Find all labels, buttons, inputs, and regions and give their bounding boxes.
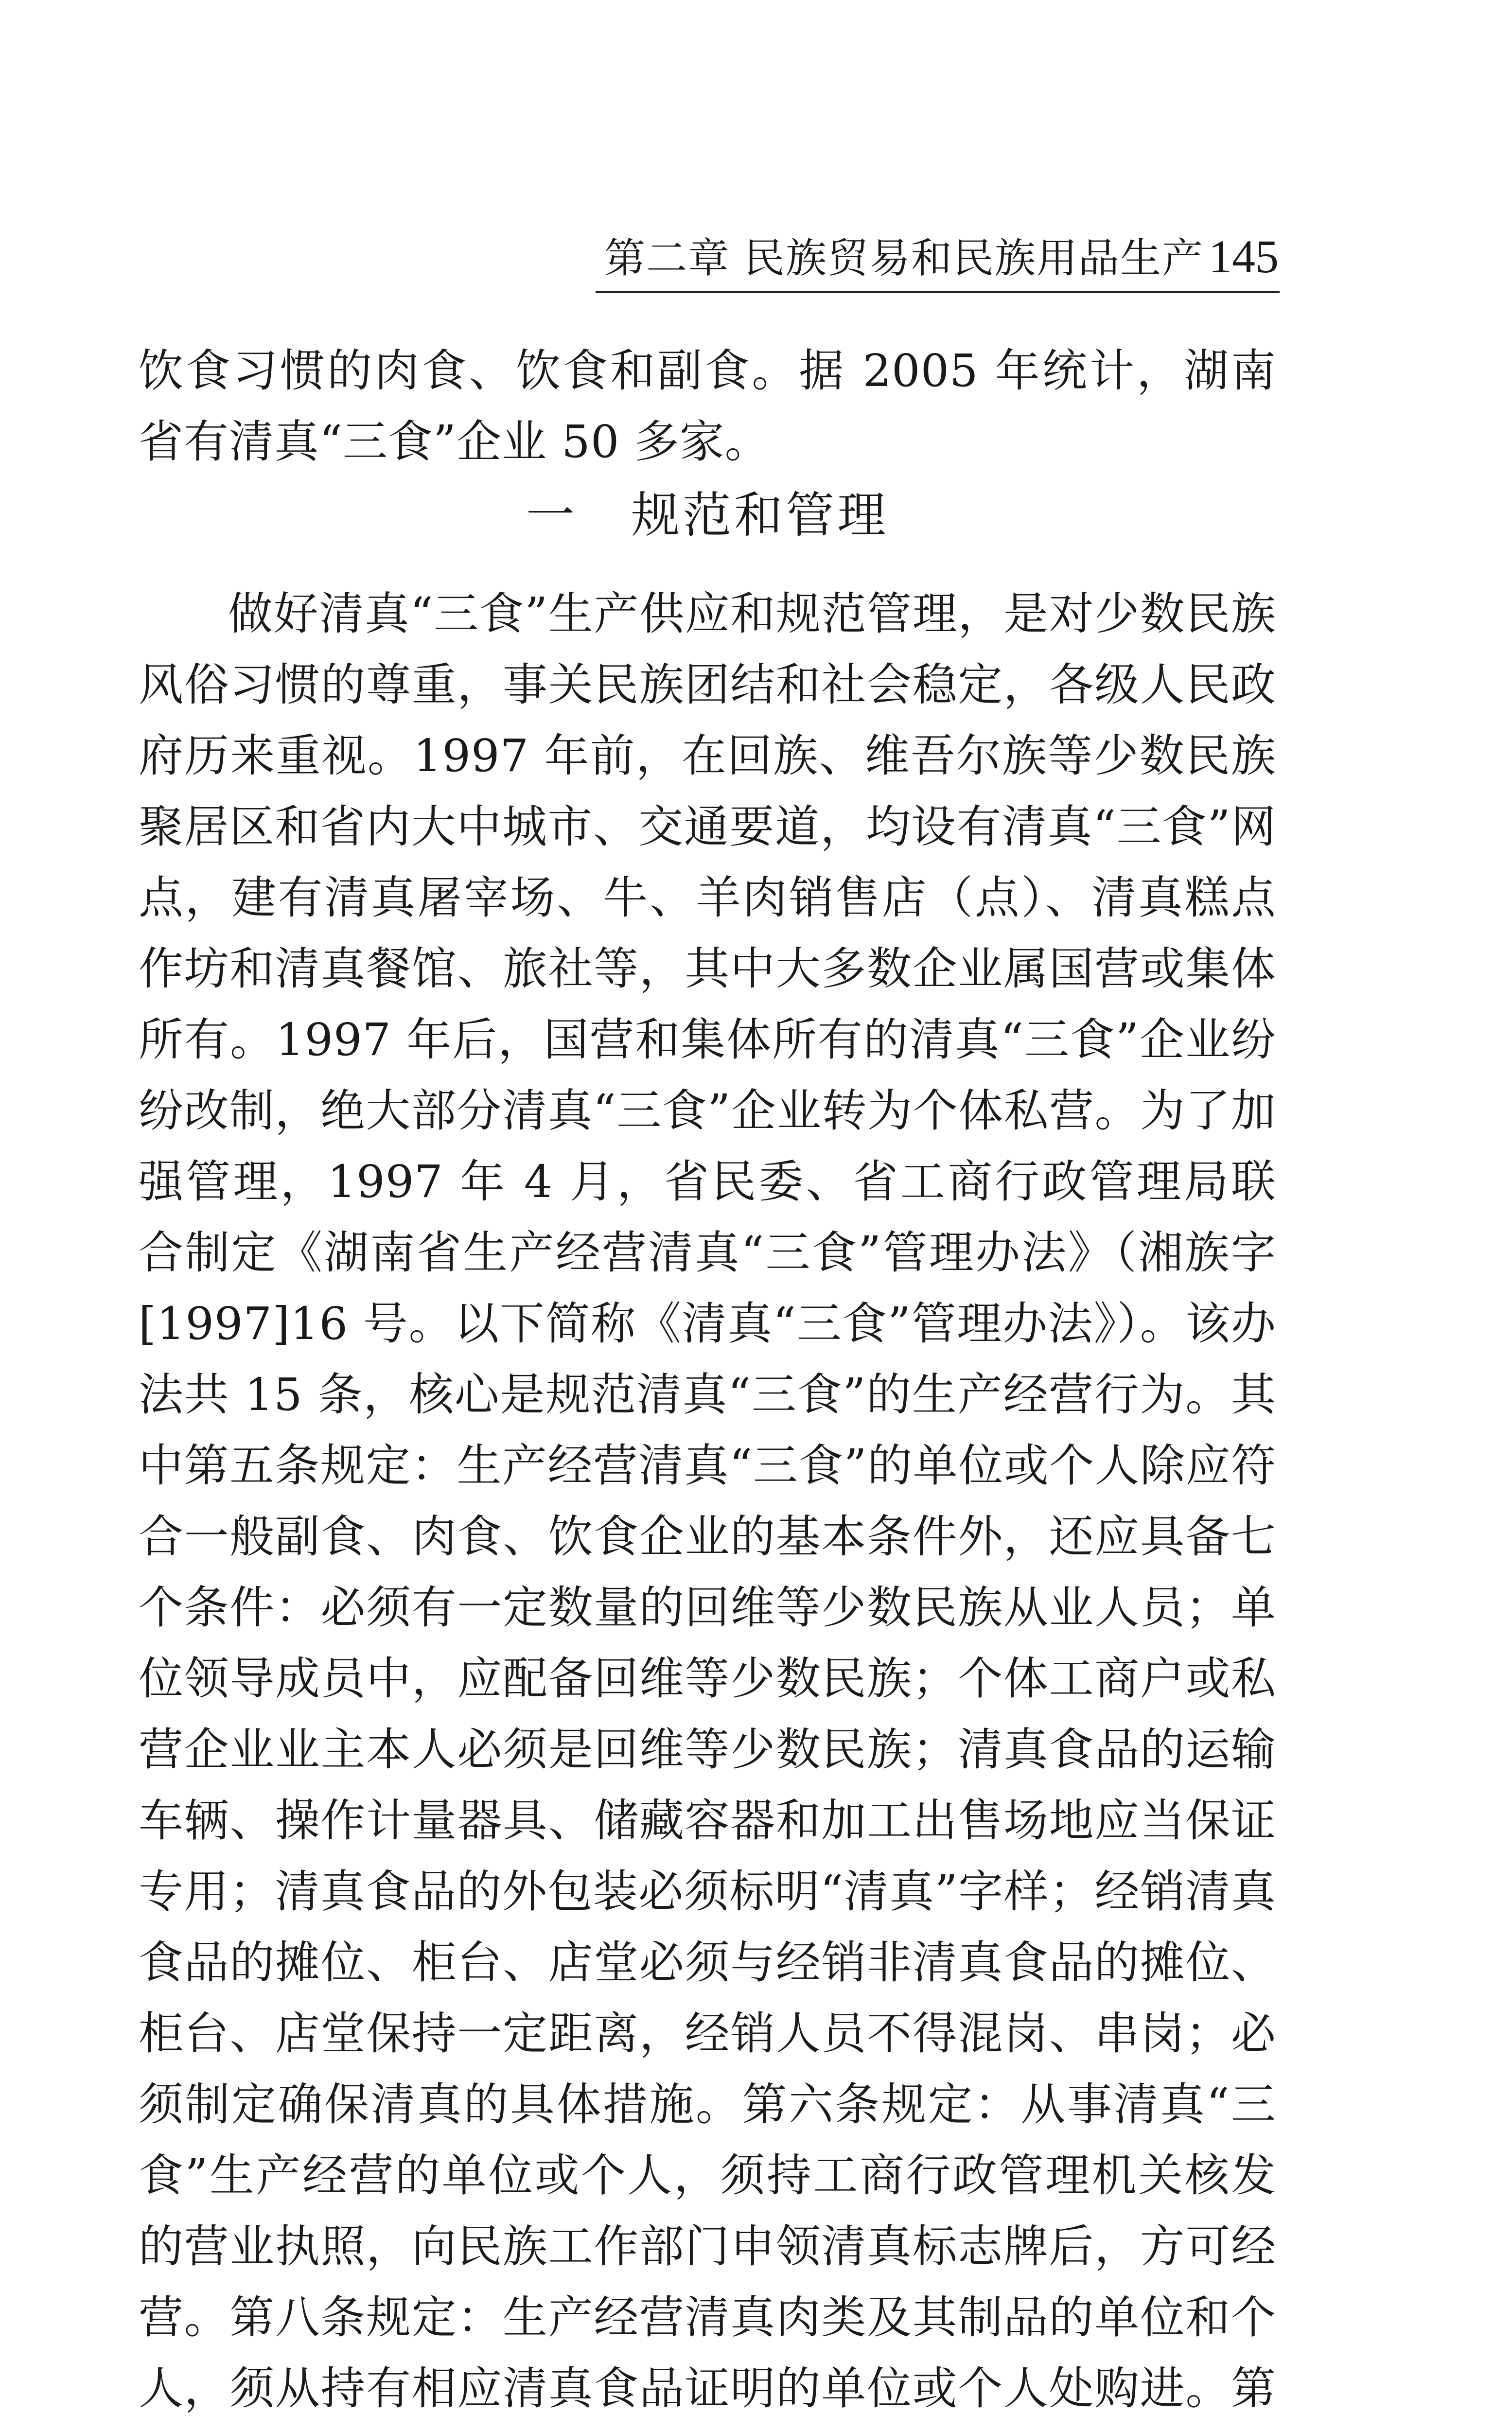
intro-paragraph: 饮食习惯的肉食、饮食和副食。据 2005 年统计，湖南省有清真“三食”企业 50 多家。 [139, 345, 1276, 468]
header-rule [596, 291, 1280, 293]
section-heading [139, 479, 1276, 552]
section-number: 一 [526, 487, 578, 544]
main-paragraph: 做好清真“三食”生产供应和规范管理，是对少数民族风俗习惯的尊重，事关民族团结和社会稳定，各级人民政府历来重视。1997 年前，在回族、维吾尔族等少数民族聚居区和省内大中城市、交通要道，均设有清真“三食”网点，建有清真屠宰场、牛、羊肉销售店（点）、清真糕点作坊和清真餐馆、旅社等，其中大多数企业属国营或集体所有。1997 年后，国营和集体所有的清真“三食”企业纷纷改制，绝大部分清真“三食”企业转为个体私营。为了加强管理，1997 年 4 月，省民委、省工商行政管理局联合制定《湖南省生产经营清真“三食”管理办法》（湘族字[1997]16 号。以下简称《清真“三食”管理办法》）。该办法共 15 条，核心是规范清真“三食”的生产经营行为。其中第五条规定：生产经营清真“三食”的单位或个人除应符合一般副食、肉食、饮食企业的基本条件外，还应具备七个条件：必须有一定数量的回维等少数民族从业人员；单位领导成员中，应配备回维等少数民族；个体工商户或私营企业业主本人必须是回维等少数民族；清真食品的运输车辆、操作计量器具、储藏容器和加工出售场地应当保证专用；清真食品的外包装必须标明“清真”字样；经销清真食品的摊位、柜台、店堂必须与经销非清真食品的摊位、柜台、店堂保持一定距离，经销人员不得混岗、串岗；必须制定确保清真的具体措施。第六条规定：从事清真“三食”生产经营的单位或个人，须持工商行政管理机关核发的营业执照，向民族工作部门申领清真标志牌后，方可经营。第八条规定：生产经营清真肉类及其制品的单位和个人，须从持有相应清真食品证明的单位或个人处购进。第 [139, 588, 1276, 2414]
page-number: 145 [1209, 230, 1279, 282]
running-head [598, 232, 1279, 300]
chapter-title: 第二章 民族贸易和民族用品生产 [604, 234, 1204, 282]
section-title: 规范和管理 [631, 487, 889, 544]
